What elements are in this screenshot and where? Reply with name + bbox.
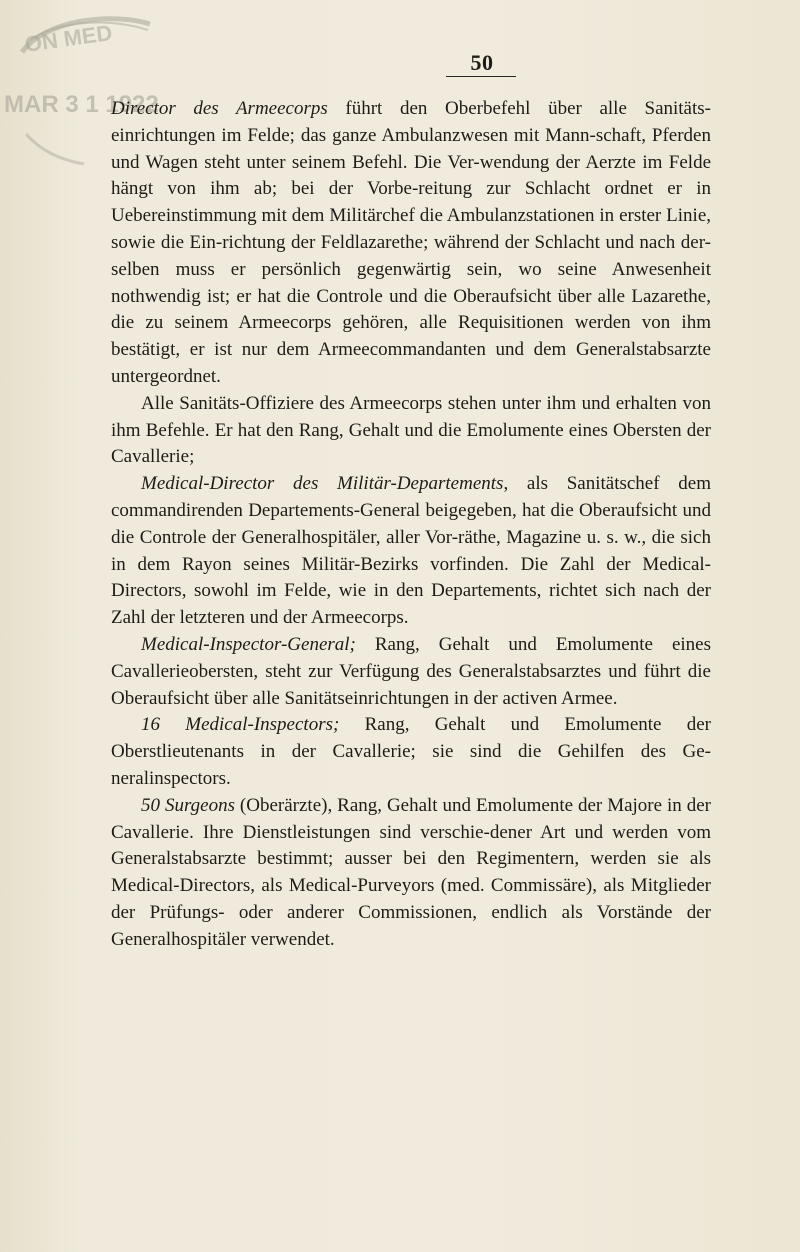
paragraph-director <box>111 96 711 391</box>
paragraph-lead: 50 Surgeons <box>141 794 235 816</box>
paragraph-inspectors <box>111 712 711 792</box>
svg-text:MAR 3 1 1922: MAR 3 1 1922 <box>4 91 159 118</box>
page-number: 50 <box>470 50 494 75</box>
paragraph-text: Alle Sanitäts-Offiziere des Armeecorps stehen unter ihm und erhalten von ihm Befehle. Er hat den Rang, Gehalt und die Emolumente eines Obersten der Cavallerie; <box>111 392 711 468</box>
paragraph-lead: Medical-Director des Militär-Departements <box>141 473 504 495</box>
paragraph-surgeons <box>111 793 711 954</box>
paragraph-text: , als Sanitätschef dem commandirenden Departements-General beigegeben, hat die Oberaufsicht und die Controle der Generalhospitäler, aller Vor-räthe, Magazine u. s. w., die sich in dem Rayon seines Militär-Bezirks vorfinden. Die Zahl der Medical-Directors, sowohl im Felde, wie in den Departements, richtet sich nach der Zahl der letzteren und der Armeecorps. <box>111 473 711 629</box>
svg-text:ON MED: ON MED <box>23 19 114 57</box>
paragraph-officers <box>111 391 711 471</box>
page-number-rule <box>446 76 516 77</box>
paragraph-lead: Director des Armeecorps <box>111 98 328 119</box>
paragraph-medical-director <box>111 471 711 632</box>
paragraph-inspector-general <box>111 632 711 712</box>
paragraph-text: Rang, Gehalt und Emolumente der Oberstlieutenants in der Cavallerie; sie sind die Gehilfen des Ge-neralinspectors. <box>111 714 711 789</box>
body-text <box>111 96 711 954</box>
paragraph-text: Rang, Gehalt und Emolumente eines Cavallerieobersten, steht zur Verfügung des Generalstabsarztes und führt die Oberaufsicht über alle Sanitätseinrichtungen in der activen Armee. <box>111 633 711 709</box>
paragraph-lead: Medical-Inspector-General; <box>141 633 356 655</box>
paragraph-lead: 16 Medical-Inspectors; <box>141 714 340 736</box>
paragraph-text: (Oberärzte), Rang, Gehalt und Emolumente der Majore in der Cavallerie. Ihre Dienstleistungen sind verschie-dener Art und werden vom Generalstabsarzte bestimmt; ausser bei den Regimentern, werden sie als Medical-Directors, als Medical-Purveyors (med. Commissäre), als Mitglieder der Prüfungs- oder anderer Commissionen, endlich als Vorstände der Generalhospitäler verwendet. <box>111 794 711 950</box>
paragraph-text: führt den Oberbefehl über alle Sanitäts-einrichtungen im Felde; das ganze Ambulanzwesen mit Mann-schaft, Pferden und Wagen steht unter seinem Befehl. Die Ver-wendung der Aerzte im Felde hängt von ihm ab; bei der Vorbe-reitung zur Schlacht ordnet er in Uebereinstimmung mit dem Militärchef die Ambulanzstationen in erster Linie, sowie die Ein-richtung der Feldlazarethe; während der Schlacht und nach der-selben muss er persönlich gegenwärtig sein, wo seine Anwesenheit nothwendig ist; er hat die Controle und die Oberaufsicht über alle Lazarethe, die zu seinem Armeecorps gehören, alle Requisitionen werden von ihm bestätigt, er ist nur dem Armeecommandanten und dem Generalstabsarzte untergeordnet. <box>111 98 711 387</box>
